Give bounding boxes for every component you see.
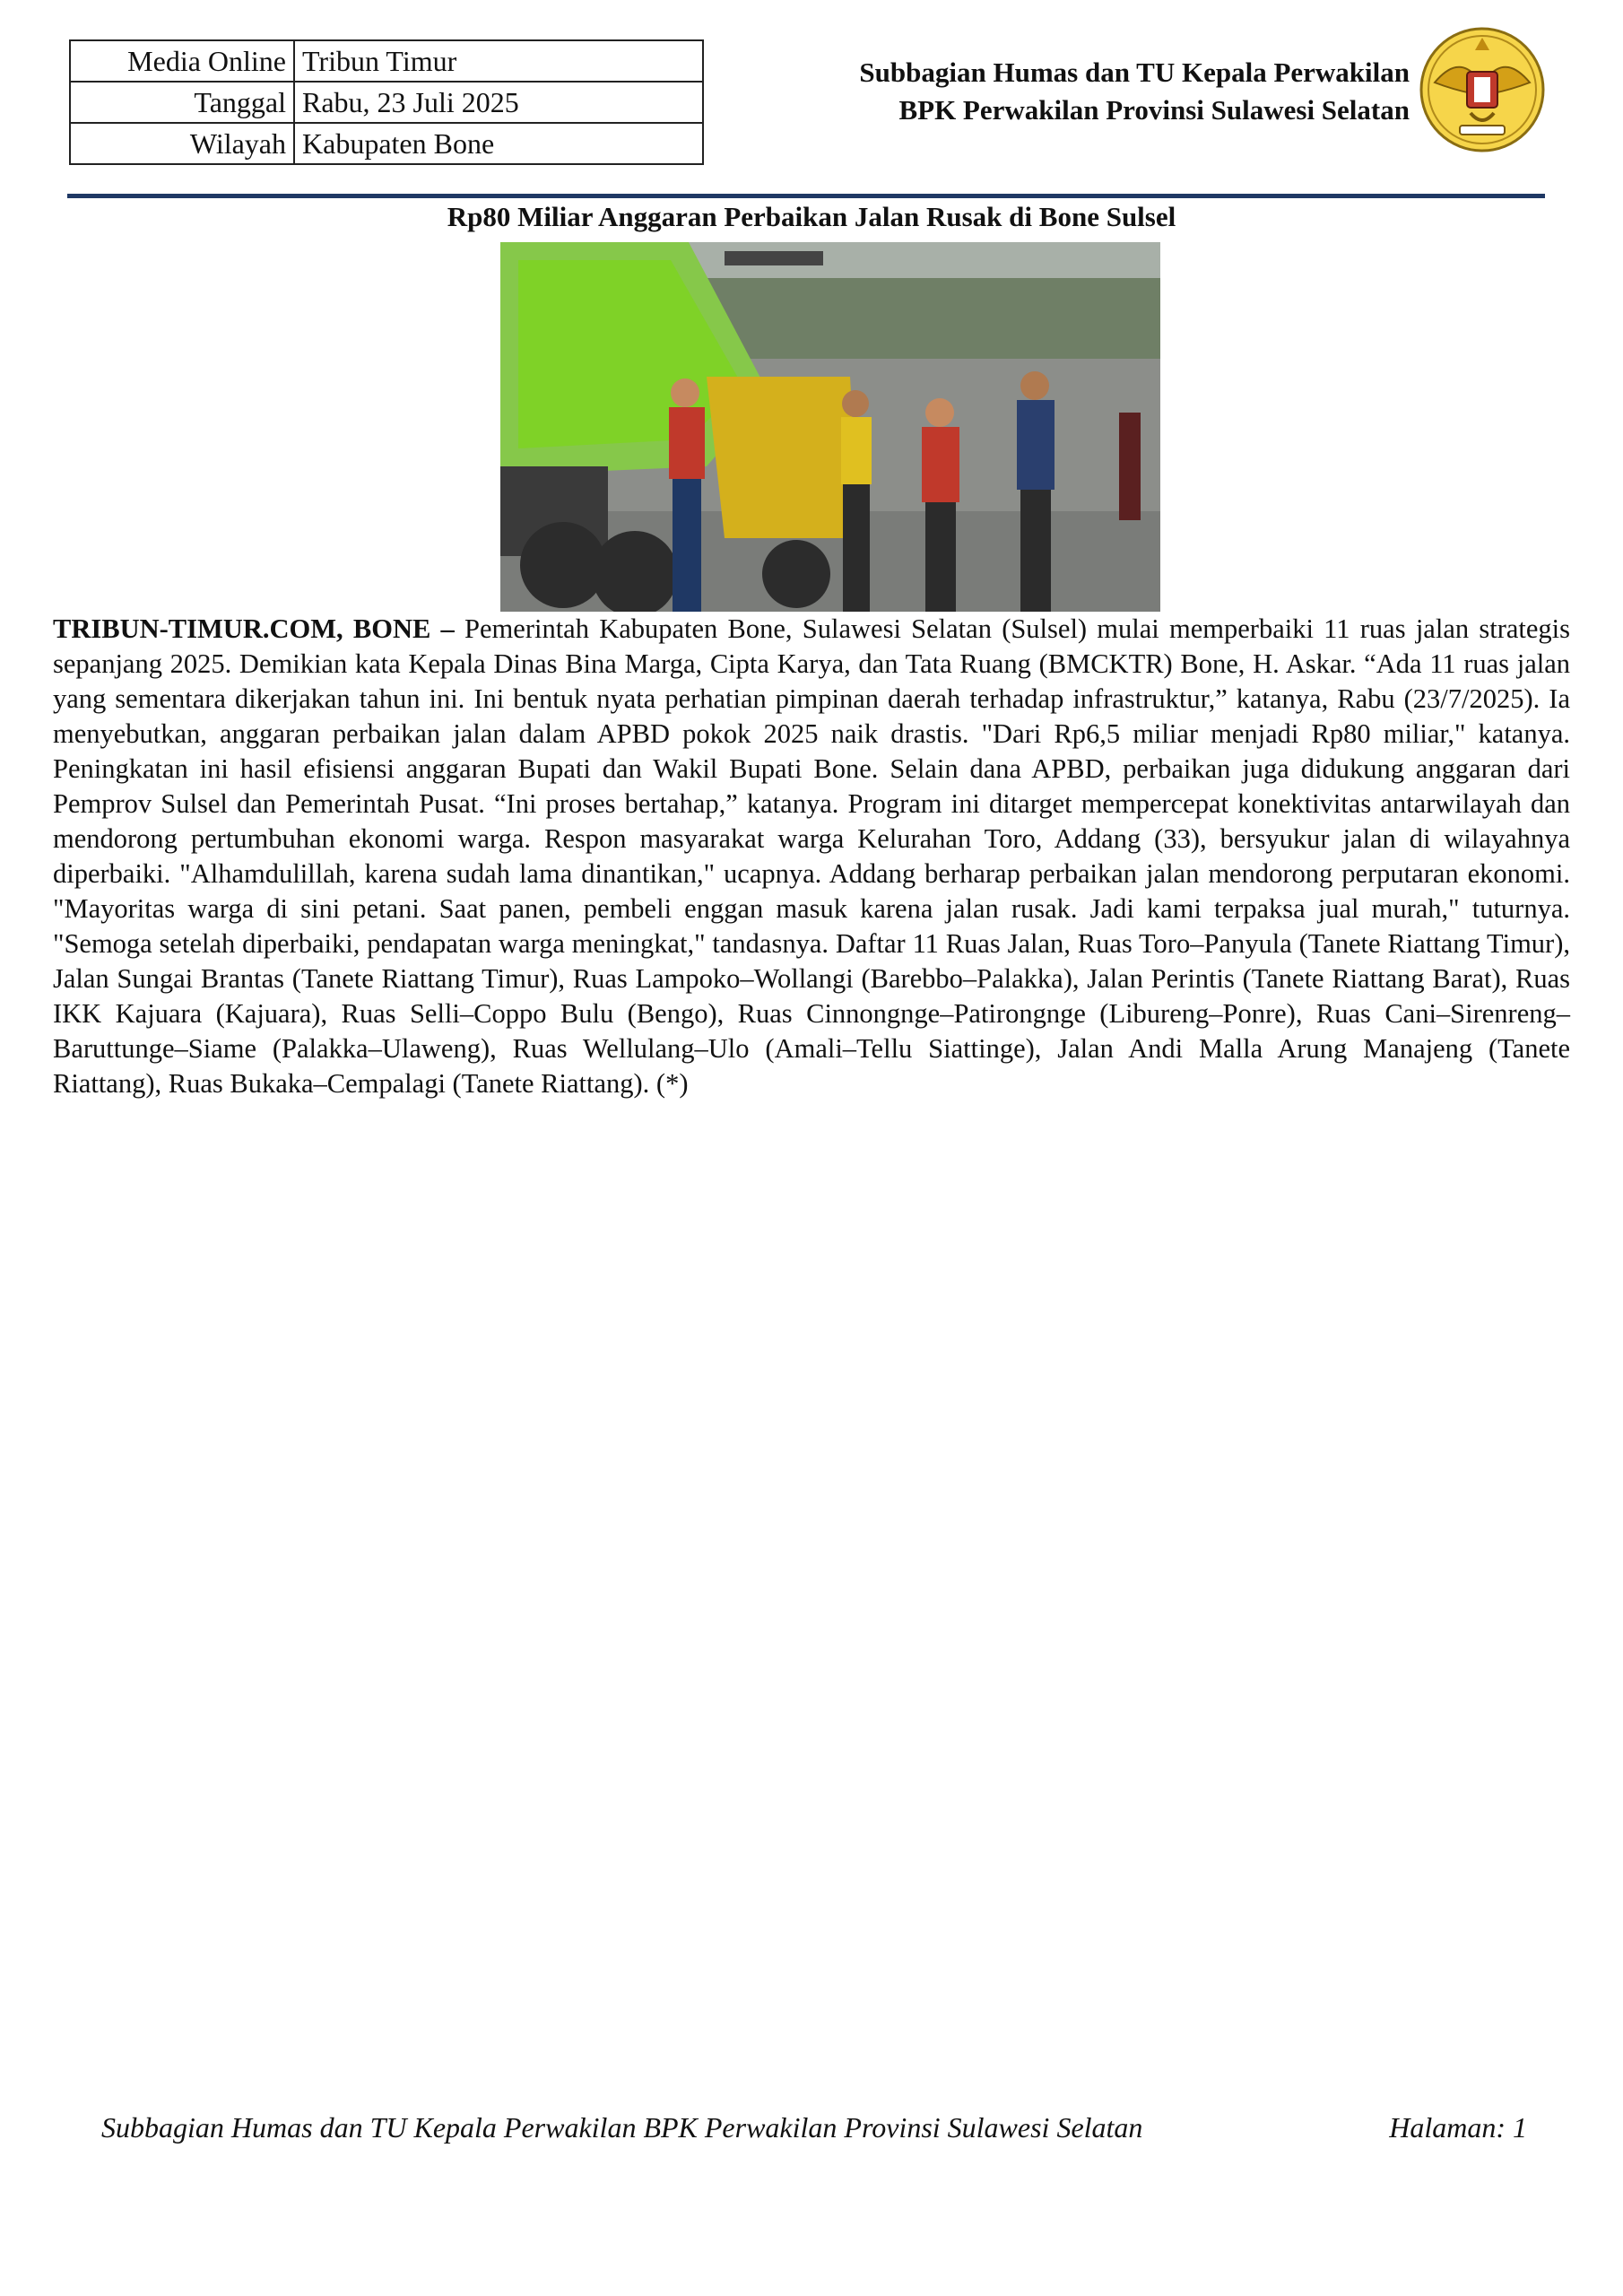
- date-label: Tanggal: [70, 82, 294, 123]
- article-title: Rp80 Miliar Anggaran Perbaikan Jalan Rusak di Bone Sulsel: [447, 201, 1176, 232]
- article-paragraph: Pemerintah Kabupaten Bone, Sulawesi Selatan (Sulsel) mulai memperbaiki 11 ruas jalan strategis sepanjang 2025. Demikian kata Kepala Dinas Bina Marga, Cipta Karya, dan Tata Ruang (BMCKTR) Bone, H. Askar. “Ada 11 ruas jalan yang sementara dikerjakan tahun ini. Ini bentuk nyata perhatian pimpinan daerah terhadap infrastruktur,” katanya, Rabu (23/7/2025). Ia menyebutkan, anggaran perbaikan jalan dalam APBD pokok 2025 naik drastis. "Dari Rp6,5 miliar menjadi Rp80 miliar," katanya. Peningkatan ini hasil efisiensi anggaran Bupati dan Wakil Bupati Bone. Selain dana APBD, perbaikan juga didukung anggaran dari Pemprov Sulsel dan Pemerintah Pusat. “Ini proses bertahap,” katanya. Program ini ditarget mempercepat konektivitas antarwilayah dan mendorong pertumbuhan ekonomi warga. Respon masyarakat warga Kelurahan Toro, Addang (33), bersyukur jalan di wilayahnya diperbaiki. "Alhamdulillah, karena sudah lama dinantikan," ucapnya. Addang berharap perbaikan jalan mendorong perputaran ekonomi. "Mayoritas warga di sini petani. Saat panen, pembeli enggan masuk karena jalan rusak. Jadi kami terpaksa jual murah," tuturnya. "Semoga setelah diperbaiki, pendapatan warga meningkat," tandasnya. Daftar 11 Ruas Jalan, Ruas Toro–Panyula (Tanete Riattang Timur), Jalan Sungai Brantas (Tanete Riattang Timur), Ruas Lampoko–Wollangi (Barebbo–Palakka), Jalan Perintis (Tanete Riattang Barat), Ruas IKK Kajuara (Kajuara), Ruas Selli–Coppo Bulu (Bengo), Ruas Cinnongnge–Patirongnge (Libureng–Ponre), Ruas Cani–Sirenreng–Baruttunge–Siame (Palakka–Ulaweng), Ruas Wellulang–Ulo (Amali–Tellu Siattinge), Jalan Andi Malla Arung Manajeng (Tanete Riattang), Ruas Bukaka–Cempalagi (Tanete Riattang). (*): [53, 613, 1570, 1099]
- header-divider: [67, 194, 1545, 198]
- footer-organization: Subbagian Humas dan TU Kepala Perwakilan BPK Perwakilan Provinsi Sulawesi Selatan: [101, 2111, 1143, 2144]
- region-value: Kabupaten Bone: [294, 123, 703, 164]
- region-row: [70, 123, 703, 164]
- garuda-emblem-icon: [1415, 20, 1549, 154]
- media-row: [70, 40, 703, 82]
- date-value: Rabu, 23 Juli 2025: [294, 82, 703, 123]
- article-photo: [500, 242, 1160, 612]
- media-info-table: [69, 39, 704, 165]
- org-line-1: Subbagian Humas dan TU Kepala Perwakilan: [859, 57, 1410, 88]
- organization-header: [859, 54, 1410, 129]
- media-label: Media Online: [70, 40, 294, 82]
- region-label: Wilayah: [70, 123, 294, 164]
- media-value: Tribun Timur: [294, 40, 703, 82]
- page-number: Halaman: 1: [1389, 2111, 1527, 2144]
- org-line-2: BPK Perwakilan Provinsi Sulawesi Selatan: [898, 94, 1410, 126]
- article-lead: TRIBUN-TIMUR.COM, BONE –: [53, 613, 455, 644]
- article-body: [53, 612, 1570, 1101]
- date-row: [70, 82, 703, 123]
